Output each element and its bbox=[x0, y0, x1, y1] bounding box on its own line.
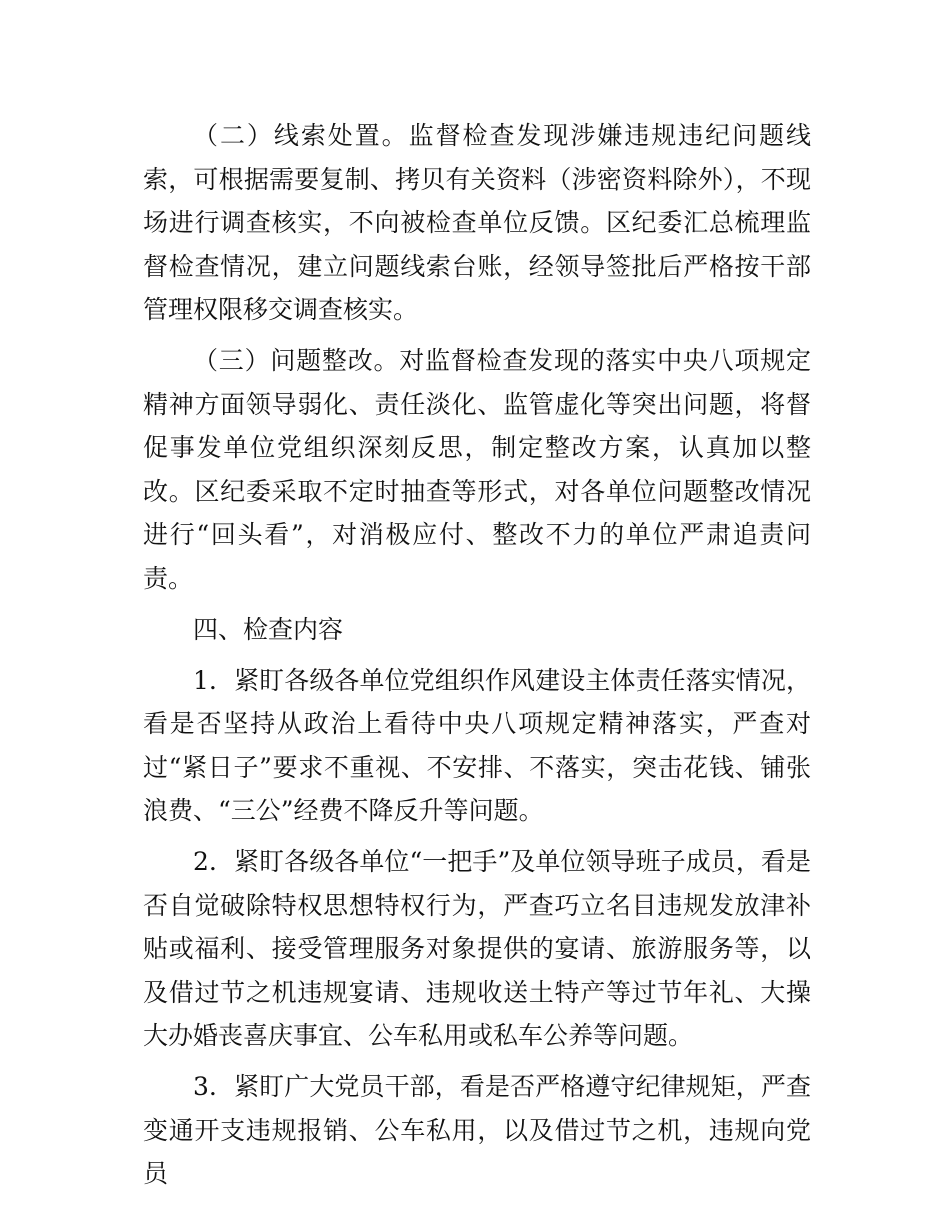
paragraph-item-2: 2．紧盯各级各单位“一把手”及单位领导班子成员，看是否自觉破除特权思想特权行为，严查巧立名目违规发放津补贴或福利、接受管理服务对象提供的宴请、旅游服务等，以及借过节之机违规宴请、违规收送土特产等过节年礼、大操大办婚丧喜庆事宜、公车私用或私车公养等问题。 bbox=[143, 847, 811, 1050]
paragraph-item-3: 3．紧盯广大党员干部，看是否严格遵守纪律规矩，严查变通开支违规报销、公车私用，以及借过节之机，违规向党员 bbox=[143, 1072, 811, 1188]
paragraph-item-1: 1．紧盯各级各单位党组织作风建设主体责任落实情况，看是否坚持从政治上看待中央八项规定精神落实，严查对过“紧日子”要求不重视、不安排、不落实，突击花钱、铺张浪费、“三公”经费不降反升等问题。 bbox=[143, 665, 811, 825]
paragraph-clue-handling: （二）线索处置。监督检查发现涉嫌违规违纪问题线索，可根据需要复制、拷贝有关资料（涉密资料除外），不现场进行调查核实，不向被检查单位反馈。区纪委汇总梳理监督检查情况，建立问题线索台账，经领导签批后严格按干部管理权限移交调查核实。 bbox=[143, 121, 811, 324]
section-heading-inspection-content: 四、检查内容 bbox=[193, 614, 344, 644]
document-page bbox=[143, 114, 811, 1203]
paragraph-rectification: （三）问题整改。对监督检查发现的落实中央八项规定精神方面领导弱化、责任淡化、监管虚化等突出问题，将督促事发单位党组织深刻反思，制定整改方案，认真加以整改。区纪委采取不定时抽查等形式，对各单位问题整改情况进行“回头看”，对消极应付、整改不力的单位严肃追责问责。 bbox=[143, 346, 811, 593]
